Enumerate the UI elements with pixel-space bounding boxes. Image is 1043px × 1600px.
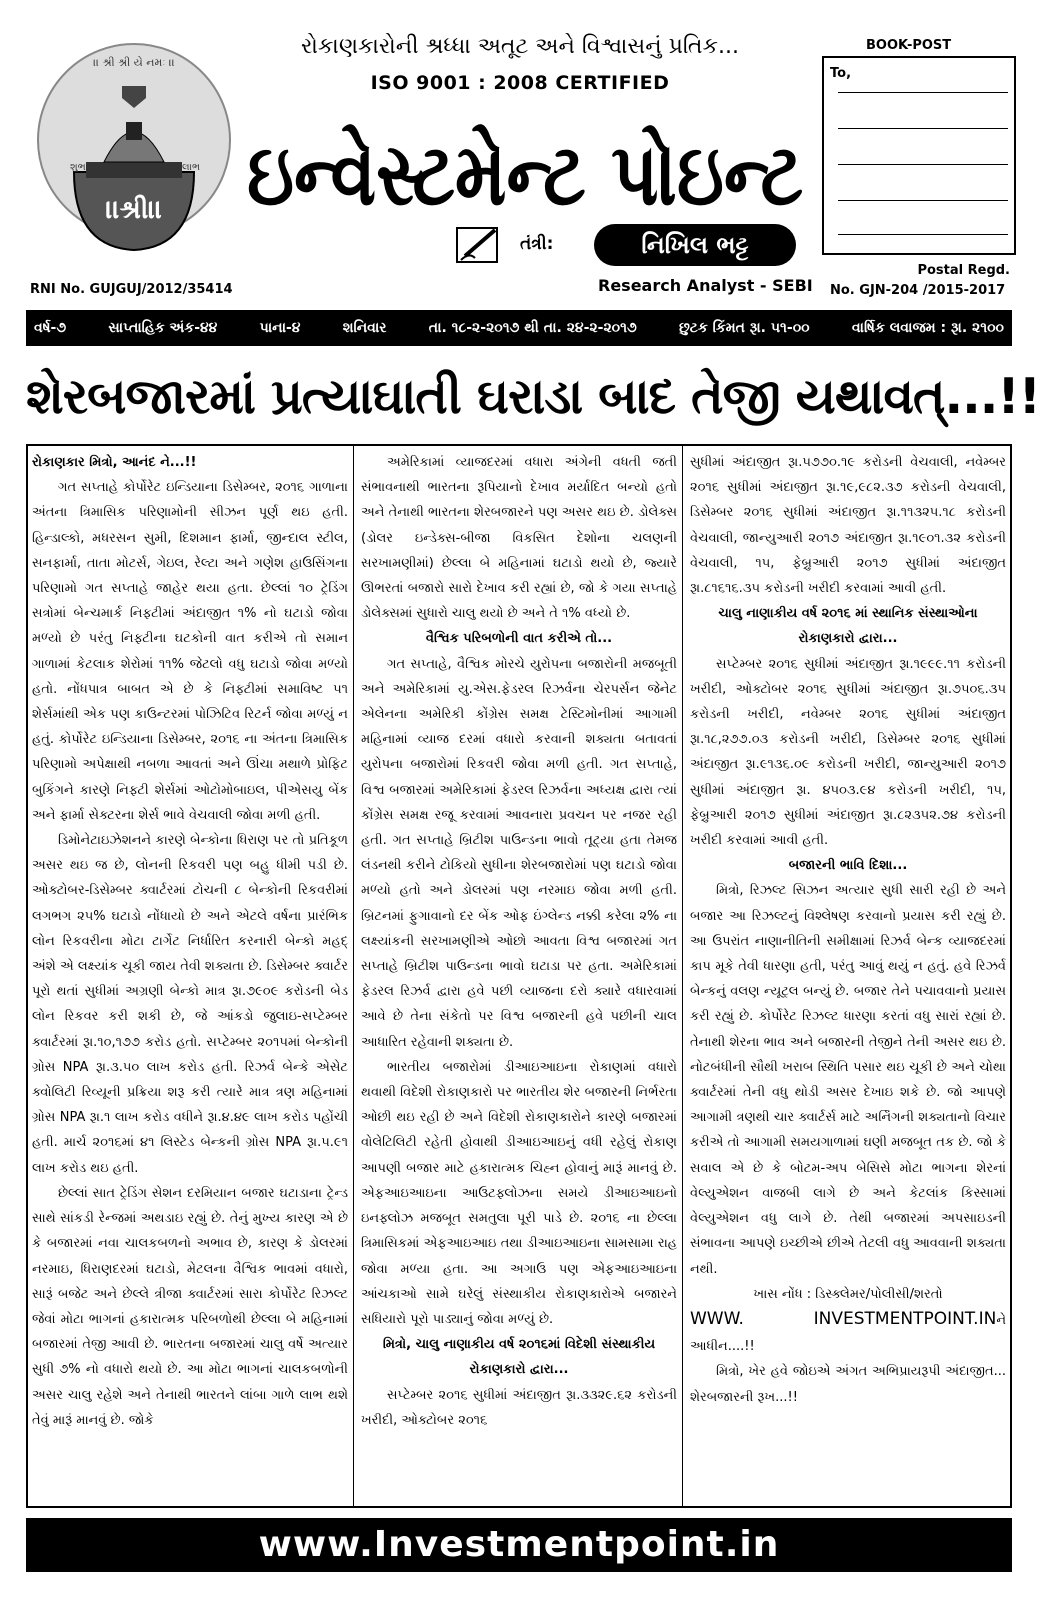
editor-label: તંત્રી: [520,234,554,254]
article-column-1 [32,450,348,1504]
issue-subscription: વાર્ષિક લવાજમ : રૂા. ૨૧૦૦ [851,320,1004,336]
column-divider [682,446,683,1506]
logo-mid-text: ।।શ્રી।। [105,195,163,225]
book-post-label: BOOK-POST [866,38,952,53]
article-paragraph: ગત સપ્તાહે કોર્પોરેટ ઇન્ડિયાના ડિસેમ્બર, ૨૦૧૬ ગાળાના અંતના ત્રિમાસિક પરિણામોની સીઝન પૂર્ણ થઇ હતી. હિન્ડાલ્કો, મધરસન સુમી, દિશમાન ફાર્મા, જીન્દાલ સ્ટીલ, સનફાર્મા, તાતા મોટર્સ, ગેઇલ, રેલ્ટા અને ગણેશ હાઉસિંગના પરિણામો ગત સપ્તાહે જાહેર થયા હતા. છેલ્લાં ૧૦ ટ્રેડિંગ સત્રોમાં બેન્ચમાર્ક નિફ્ટીમાં અંદાજીત ૧% નો ઘટાડો જોવા મળ્યો છે પરંતુ નિફ્ટીના ઘટકોની વાત કરીએ તો સમાન ગાળામાં કેટલાક શેરોમાં ૧૧% જેટલો વધુ ઘટાડો જોવા મળ્યો હતો. નોંધપાત્ર બાબત એ છે કે નિફ્ટીમાં સમાવિષ્ટ ૫૧ શેર્સમાંથી એક પણ કાઉન્ટરમાં પોઝિટિવ રિટર્ન જોવા મળ્યું ન હતું. કોર્પોરેટ ઇન્ડિયાના ડિસેમ્બર, ૨૦૧૬ ના અંતના ત્રિમાસિક પરિણામો અપેક્ષાથી નબળા આવતાં અને ઊંચા મથાળે પ્રોફિટ બુકિંગને કારણે નિફ્ટી શેર્સમાં ઓટોમોબાઇલ, પીએસયુ બેંક અને ફાર્મા સેક્ટરના શેર્સ ભાવે વેચવાલી જોવા મળી હતી. [32,480,348,823]
issue-number: સાપ્તાહિક અંક-૪૪ [108,320,218,336]
pen-icon [455,226,503,266]
disclaimer-url-suffix: ને આધીન....!! [690,1312,1006,1355]
article-paragraph: મિત્રો, રિઝલ્ટ સિઝન અત્યાર સુધી સારી રહી છે અને બજાર આ રિઝલ્ટનું વિશ્લેષણ કરવાનો પ્રયાસ કરી રહ્યું છે. આ ઉપરાંત નાણાનીતિની સમીક્ષામાં રિઝર્વ બેન્ક વ્યાજદરમાં કાપ મૂકે તેવી ધારણા હતી, પરંતુ આવું થયું ન હતું. હવે રિઝર્વ બેન્કનું વલણ ન્યૂટ્રલ બન્યું છે. બજાર તેને પચાવવાનો પ્રયાસ કરી રહ્યું છે. કોર્પોરેટ રિઝલ્ટ ધારણા કરતાં વધુ સારાં રહ્યાં છે. તેનાથી શેરના ભાવ અને બજારની તેજીને તેની અસર થઇ છે. નોટબંધીની સૌથી ખરાબ સ્થિતિ પસાર થઇ ચૂકી છે અને ચોથા ક્વાર્ટરમાં તેની વધુ થોડી અસર દેખાઇ શકે છે. જો આપણે આગામી ત્રણથી ચાર ક્વાર્ટર્સ માટે અર્નિંગની શક્યતાનો વિચાર કરીએ તો આગામી સમયગાળામાં ઘણી મજબૂત તક છે. જો કે સવાલ એ છે કે બોટમ-અપ બેસિસે મોટા ભાગના શેરનાં વેલ્યુએશન વાજબી લાગે છે અને કેટલાંક કિસ્સામાં વેલ્યુએશન વધુ લાગે છે. તેથી બજારમાં અપસાઇડની સંભાવના આપણે ઇચ્છીએ છીએ તેટલી વધુ આવવાની શક્યતા નથી. [690,883,1006,1277]
address-to: To, [830,66,852,81]
subheading-dii: ચાલુ નાણાકીય વર્ષ ૨૦૧૬ માં સ્થાનિક સંસ્થાઓના રોકાણકારો દ્વારા... [718,606,978,647]
disclaimer-url-link[interactable]: WWW. INVESTMENTPOINT.IN [690,1308,997,1329]
address-line [838,164,1008,165]
article-paragraph: છેલ્લાં સાત ટ્રેડિંગ સેશન દરમિયાન બજાર ઘટાડાના ટ્રેન્ડ સાથે સાંકડી રેન્જમાં અથડાઇ રહ્યું છે. તેનું મુખ્ય કારણ એ છે કે બજારમાં નવા ચાલકબળનો અભાવ છે, કારણ કે ડોલરમાં નરમાઇ, ધિરાણદરમાં ઘટાડો, મેટલના વૈશ્વિક ભાવમાં વધારો, સારૂં બજેટ અને છેલ્લે ત્રીજા ક્વાર્ટરમાં સારા કોર્પોરેટ રિઝલ્ટ જેવાં મોટા ભાગનાં હકારાત્મક પરિબળોથી છેલ્લા બે મહિનામાં બજારમાં તેજી આવી છે. ભારતના બજારમાં ચાલુ વર્ષે અત્યાર સુધી ૭% નો વધારો થયો છે. આ મોટા ભાગનાં ચાલકબળોની અસર ચાલુ રહેશે અને તેનાથી ભારતને લાંબા ગાળે લાભ થશે તેવું મારૂં માનવું છે. જોકે [32,1185,348,1428]
issue-day: શનિવાર [342,320,387,336]
article-paragraph: સપ્ટેમ્બર ૨૦૧૬ સુધીમાં અંદાજીત રૂા.૧૯૯૯.૧૧ કરોડની ખરીદી, ઓક્ટોબર ૨૦૧૬ સુધીમાં અંદાજીત રૂા.૭૫૦૬.૩૫ કરોડની ખરીદી, નવેમ્બર ૨૦૧૬ સુધીમાં અંદાજીત રૂા.૧૮,૨૭૭.૦૩ કરોડની ખરીદી, ડિસેમ્બર ૨૦૧૬ સુધીમાં અંદાજીત રૂા.૯૧૩૬.૦૯ કરોડની ખરીદી, જાન્યુઆરી ૨૦૧૭ સુધીમાં અંદાજીત રૂા. ૪૫૦૩.૯૪ કરોડની ખરીદી, ૧૫, ફેબ્રુઆરી ૨૦૧૭ સુધીમાં અંદાજીત રૂા.૮૨૩૫૨.૭૪ કરોડની ખરીદી કરવામાં આવી હતી. [690,656,1006,849]
article-paragraph: ભારતીય બજારોમાં ડીઆઇઆઇના રોકાણમાં વધારો થવાથી વિદેશી રોકાણકારો પર ભારતીય શેર બજારની નિર્ભરતા ઓછી થઇ રહી છે અને વિદેશી રોકાણકારોને કારણે બજારમાં વોલેટિલિટી રહેતી હોવાથી ડીઆઇઆઇનું વધી રહેલું રોકાણ આપણી બજાર માટે હકારાત્મક ચિહ્ન હોવાનું મારૂં માનવું છે. એફઆઇઆઇના આઉટફ્લોઝના સમયે ડીઆઇઆઇનો ઇનફ્લોઝ મજબૂત સમતુલા પૂરી પાડે છે. ૨૦૧૬ ના છેલ્લા ત્રિમાસિકમાં એફઆઇઆઇ તથા ડીઆઇઆઇના સામસામા રાહ જોવા મળ્યા હતા. આ અગાઉ પણ એફઆઇઆઇના આંચકાઓ સામે ઘરેલું સંસ્થાકીય રોકાણકારોએ બજારને સધિયારો પૂરો પાડ્યાનું જોવા મળ્યું છે. [361,1059,677,1327]
issue-pages: પાના-૪ [259,320,301,336]
postal-number: No. GJN-204 /2015-2017 [830,283,1006,298]
issue-dates: તા. ૧૮-૨-૨૦૧૭ થી તા. ૨૪-૨-૨૦૧૭ [428,320,637,336]
article-column-2 [361,450,677,1504]
article-column-3 [690,450,1006,1504]
address-line [838,200,1008,201]
logo-right-text: લાભ [182,162,201,173]
article-paragraph: અમેરિકામાં વ્યાજદરમાં વધારા અંગેની વધતી જતી સંભાવનાથી ભારતના રૂપિયાનો દેખાવ મર્યાદિત બન્યો હતો અને તેનાથી ભારતના શેરબજારને પણ અસર થઇ છે. ડોલેક્સ (ડોલર ઇન્ડેક્સ-બીજા વિકસિત દેશોના ચલણની સરખામણીમાં) છેલ્લા બે મહિનામાં ઘટાડો થયો છે, જ્યારે ઊભરતાં બજારો સારો દેખાવ કરી રહ્યાં છે, જો કે ગયા સપ્તાહે ડોલેક્સમાં સુધારો ચાલુ થયો છે અને તે ૧% વધ્યો છે. [361,455,677,622]
issue-year: વર્ષ-૭ [34,320,67,336]
headline: શેરબજારમાં પ્રત્યાઘાતી ઘરાડા બાદ તેજી યથાવત્...!! [26,368,1041,425]
disclaimer-note: ખાસ નોંધ : ડિસ્ક્લેમર/પોલીસી/શરતો [753,1286,943,1302]
subheading-fii: મિત્રો, ચાલુ નાણાકીય વર્ષ ૨૦૧૬માં વિદેશી સંસ્થાકીય રોકાણકારો દ્વારા... [382,1337,656,1378]
address-line [838,128,1008,129]
article-paragraph: સપ્ટેમ્બર ૨૦૧૬ સુધીમાં અંદાજીત રૂા.૩૩૨૯.૬૨ કરોડની ખરીદી, ઓક્ટોબર ૨૦૧૬ [361,1387,677,1428]
footer-url[interactable]: www.Investmentpoint.in [26,1518,1012,1572]
address-box [822,56,1016,255]
editor-name: નિખિલ ભટ્ટ [594,224,796,266]
analyst-label: Research Analyst - SEBI [598,276,813,295]
masthead-title [240,112,902,232]
issue-price: છુટક કિંમત રૂા. ૫૧-૦૦ [678,320,810,336]
postal-regd: Postal Regd. [917,263,1010,278]
subheading-global: વૈશ્વિક પરિબળોની વાત કરીએ તો... [425,631,613,647]
subheading-outlook: બજારની ભાવિ દિશા... [788,858,908,874]
iso-certification: ISO 9001 : 2008 CERTIFIED [370,72,670,94]
rni-number: RNI No. GUJGUJ/2012/35414 [30,282,233,297]
disclaimer-url [690,1307,1006,1359]
column-divider [353,446,354,1506]
logo-top-text: ।। શ્રી શ્રી યે નમઃ ।। [93,56,175,69]
article-paragraph: સુધીમાં અંદાજીત રૂા.૫૭૭૦.૧૯ કરોડની વેચવાલી, નવેમ્બર ૨૦૧૬ સુધીમાં અંદાજીત રૂા.૧૯,૯૮૨.૩૭ કરોડની વેચવાલી, ડિસેમ્બર ૨૦૧૬ સુધીમાં અંદાજીત રૂા.૧૧૩૨૫.૧૮ કરોડની વેચવાલી, જાન્યુઆરી ૨૦૧૭ અંદાજીત રૂા.૧૯૦૧.૩૨ કરોડની વેચવાલી, ૧૫, ફેબ્રુઆરી ૨૦૧૭ સુધીમાં અંદાજીત રૂા.૮૧૬૧૬.૩૫ કરોડની ખરીદી કરવામાં આવી હતી. [690,455,1006,597]
address-line [838,92,1008,93]
tagline: રોકાણકારોની શ્રધ્ધા અતૂટ અને વિશ્વાસનું પ્રતિક... [301,34,739,59]
issue-info-strip [26,310,1012,346]
pot-logo [34,22,234,272]
article-paragraph: ગત સપ્તાહે, વૈશ્વિક મોરચે યુરોપના બજારોની મજબૂતી અને અમેરિકામાં યુ.એસ.ફેડરલ રિઝર્વના ચેરપર્સન જેનેટ એલેનના અમેરિકી કોંગ્રેસ સમક્ષ ટેસ્ટિમોનીમાં આગામી મહિનામાં વ્યાજ દરમાં વધારો કરવાની શક્યતા બતાવતાં યુરોપના બજારોમાં રિકવરી જોવા મળી હતી. ગત સપ્તાહે, વિશ્વ બજારમાં અમેરિકામાં ફેડરલ રિઝર્વના અધ્યક્ષ દ્વારા ત્યાં કોંગ્રેસ સમક્ષ રજૂ કરવામાં આવનારા પ્રવચન પર નજર રહી હતી. ગત સપ્તાહે બ્રિટીશ પાઉન્ડના ભાવો તૂટ્યા હતા તેમજ લંડનથી કરીને ટોકિયો સુધીના શેરબજારોમાં પણ ઘટાડો જોવા મળ્યો હતો અને ડોલરમાં પણ નરમાઇ જોવા મળી હતી. બ્રિટનમાં ફુગાવાનો દર બેંક ઓફ ઇંગ્લેન્ડ નક્કી કરેલા ૨% ના લક્ષ્યાંકની સરખામણીએ ઓછો આવતા વિશ્વ બજારમાં ગત સપ્તાહે બ્રિટીશ પાઉન્ડના ભાવો ઘટાડા પર હતા. અમેરિકામાં ફેડરલ રિઝર્વ દ્વારા હવે પછી વ્યાજના દરો ક્યારે વધારવામાં આવે છે તેના સંકેતો પર વિશ્વ બજારની હવે પછીની ચાલ આધારિત રહેવાની શક્યતા છે. [361,656,677,1050]
article-closing: મિત્રો, ખેર હવે જોઇએ અંગત અભિપ્રાયરૂપી અંદાજીત... શેરબજારની રૂખ...!! [690,1364,1006,1405]
article-paragraph: ડિમોનેટાઇઝેશનને કારણે બેન્કોના ધિરાણ પર તો પ્રતિકૂળ અસર થઇ જ છે, લોનની રિકવરી પણ બહુ ધીમી પડી છે. ઓક્ટોબર-ડિસેમ્બર ક્વાર્ટરમાં ટોચની ૮ બેન્કોની રિકવરીમાં લગભગ ૨૫% ઘટાડો નોંધાયો છે અને એટલે વર્ષના પ્રારંભિક લોન રિકવરીના મોટા ટાર્ગેટ નિર્ધારિત કરનારી બેન્કો મહદ્ અંશે એ લક્ષ્યાંક ચૂકી જાય તેવી શક્યતા છે. ડિસેમ્બર ક્વાર્ટર પૂરો થતાં સુધીમાં અગ્રણી બેન્કો માત્ર રૂા.૭૯૦૯ કરોડની બેડ લોન રિકવર કરી શકી છે, જે આંકડો જુલાઇ-સપ્ટેમ્બર ક્વાર્ટરમાં રૂા.૧૦,૧૭૭ કરોડ હતો. સપ્ટેમ્બર ૨૦૧૫માં બેન્કોની ગ્રોસ NPA રૂા.૩.૫૦ લાખ કરોડ હતી. રિઝર્વ બેન્કે એસેટ ક્વોલિટી રિવ્યૂની પ્રક્રિયા શરૂ કરી ત્યારે માત્ર ત્રણ મહિનામાં ગ્રોસ NPA રૂા.૧ લાખ કરોડ વધીને રૂા.૪.૪૯ લાખ કરોડ પહોંચી હતી. માર્ચ ૨૦૧૬માં ૪૧ લિસ્ટેડ બેન્કની ગ્રોસ NPA રૂા.૫.૯૧ લાખ કરોડ થઇ હતી. [32,833,348,1176]
address-line [838,234,1008,235]
masthead-title-text: ઇન્વેસ્ટમેન્ટ પોઇન્ટ [247,125,902,225]
article-greeting: રોકાણકાર મિત્રો, આનંદ ને...!! [32,455,197,470]
logo-left-text: શુભ [70,162,86,173]
